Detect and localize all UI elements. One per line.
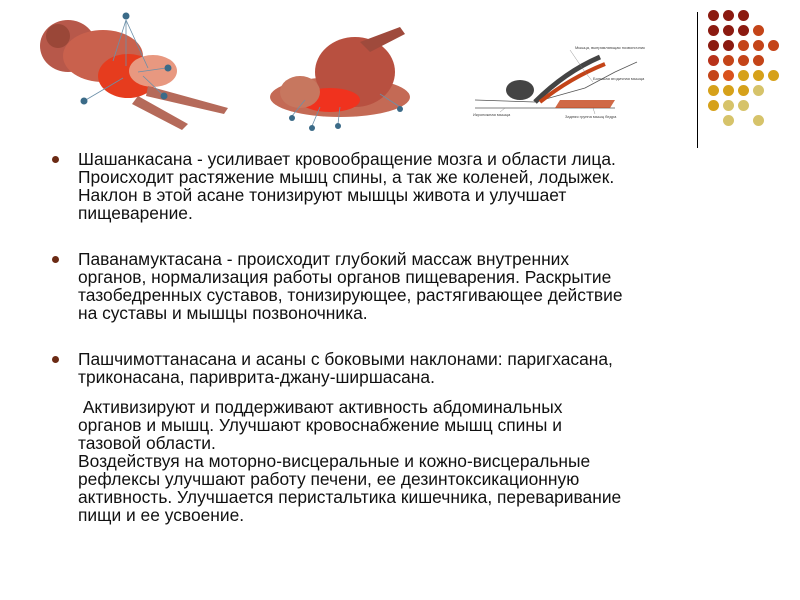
decor-dot [723,25,734,36]
decor-dot [753,55,764,66]
decor-dot [768,70,779,81]
bullet-dot-icon [52,256,59,263]
label-calf: Икроножная мышца [473,112,511,117]
decor-dot [708,25,719,36]
decor-dot [738,85,749,96]
decor-dot [723,115,734,126]
decor-dot [753,85,764,96]
decor-dot [738,10,749,21]
decor-dot [723,55,734,66]
decor-dot [708,10,719,21]
decor-dot [723,70,734,81]
paschimottanasana-figure [465,42,650,122]
decor-dot [753,115,764,126]
decor-dot [723,100,734,111]
bullet-item [52,350,752,386]
bullet-dot-icon [52,356,59,363]
decor-dot [753,25,764,36]
bullet-text-shashankasana: Шашанкасана - усиливает кровообращение мозга и области лица. Происходит растяжение мышц спины, а так же коленей, лодыжек. Наклон в этой асане тонизируют мышцы живота и улучшает пищеварение. [78,149,616,223]
decor-dot [723,85,734,96]
decor-dot [708,85,719,96]
decor-dot [738,100,749,111]
decor-dot [708,70,719,81]
label-erector-spinae: Мышца, выпрямляющая позвоночник [575,45,645,50]
decor-dot [753,70,764,81]
decor-dot [738,40,749,51]
vertical-divider [697,12,698,148]
bullet-item [52,150,752,222]
slide-body [52,150,752,524]
bullet-item [52,250,752,322]
pavanamuktasana-figure [260,12,425,137]
continuation-paragraph: Активизируют и поддерживают активность абдоминальных органов и мышц. Улучшают кровоснабжение мышц спины и тазовой области. Воздействуя на моторно-висцеральные и кожно-висцеральные рефлексы улучшают работу печени, ее дезинтоксикационную активность. Улучшается перистальтика кишечника, переваривание пищи и ее усвоение. [78,397,622,525]
bullet-dot-icon [52,156,59,163]
decor-dot [738,55,749,66]
decor-dot [723,40,734,51]
decor-dot [708,40,719,51]
bullet-text-paschimottanasana: Пашчимоттанасана и асаны с боковыми наклонами: паригхасана, триконасана, паривритa-джану-ширшасана. [78,349,613,387]
decor-dot [708,100,719,111]
label-hamstrings: Задняя группа мышц бедра [565,114,617,119]
decor-dot [708,55,719,66]
shashankasana-figure [28,6,233,134]
decor-dot [738,25,749,36]
decor-dot [723,10,734,21]
bullet-text-pavanamuktasana: Паванамуктасана - происходит глубокий массаж внутренних органов, нормализация работы органов пищеварения. Раскрытие тазобедренных суставов, тонизирующее, растягивающее действие на суставы и мышцы позвоночника. [78,249,623,323]
decor-dot [753,40,764,51]
decor-dot [738,70,749,81]
decorative-dot-grid [708,10,798,130]
decor-dot [768,40,779,51]
label-gluteus: Большая ягодичная мышца [593,76,645,81]
